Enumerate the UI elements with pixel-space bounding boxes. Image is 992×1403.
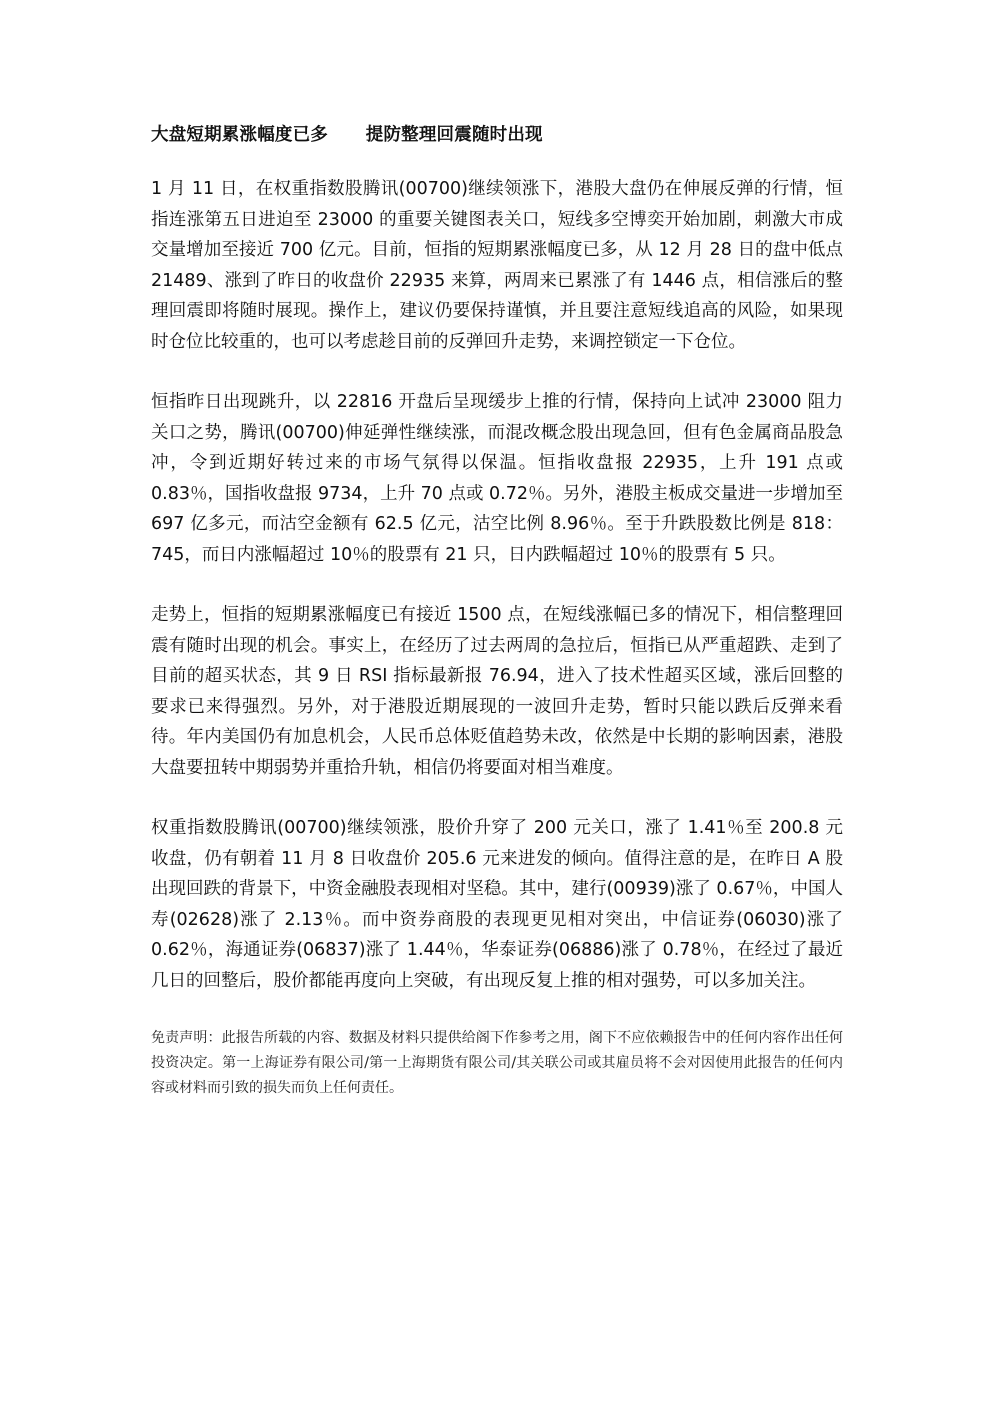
- paragraph-market-overview: 1 月 11 日，在权重指数股腾讯(00700)继续领涨下，港股大盘仍在伸展反弹的行情，恒指连涨第五日进迫至 23000 的重要关键图表关口，短线多空博奕开始加剧，刺激大市成交量增加至接近 700 亿元。目前，恒指的短期累涨幅度已多，从 12 月 28 日的盘中低点 21489、涨到了昨日的收盘价 22935 来算，两周来已累涨了有 1446 点，相信涨后的整理回震即将随时展现。操作上，建议仍要保持谨慎，并且要注意短线追高的风险，如果现时仓位比较重的，也可以考虑趁目前的反弹回升走势，来调控锁定一下仓位。: [151, 179, 843, 352]
- paragraph-daily-summary: 恒指昨日出现跳升，以 22816 开盘后呈现缓步上推的行情，保持向上试冲 23000 阻力关口之势，腾讯(00700)伸延弹性继续涨，而混改概念股出现急回，但有色金属商品股急冲，令到近期好转过来的市场气氛得以保温。恒指收盘报 22935，上升 191 点或 0.83％，国指收盘报 9734，上升 70 点或 0.72％。另外，港股主板成交量进一步增加至 697 亿多元，而沽空金额有 62.5 亿元，沽空比例 8.96％。至于升跌股数比例是 818：745，而日内涨幅超过 10％的股票有 21 只，日内跌幅超过 10％的股票有 5 只。: [151, 392, 843, 565]
- paragraph-trend-analysis: 走势上，恒指的短期累涨幅度已有接近 1500 点，在短线涨幅已多的情况下，相信整理回震有随时出现的机会。事实上，在经历了过去两周的急拉后，恒指已从严重超跌、走到了目前的超买状态，其 9 日 RSI 指标最新报 76.94，进入了技术性超买区域，涨后回整的要求已来得强烈。另外，对于港股近期展现的一波回升走势，暂时只能以跌后反弹来看待。年内美国仍有加息机会，人民币总体贬值趋势未改，依然是中长期的影响因素，港股大盘要扭转中期弱势并重拾升轨，相信仍将要面对相当难度。: [151, 605, 843, 778]
- paragraph-sector-stocks: 权重指数股腾讯(00700)继续领涨，股价升穿了 200 元关口，涨了 1.41％至 200.8 元收盘，仍有朝着 11 月 8 日收盘价 205.6 元来进发的倾向。值得注意的是，在昨日 A 股出现回跌的背景下，中资金融股表现相对坚稳。其中，建行(00939)涨了 0.67％，中国人寿(02628)涨了 2.13％。而中资券商股的表现更见相对突出，中信证券(06030)涨了 0.62％，海通证券(06837)涨了 1.44％，华泰证券(06886)涨了 0.78％，在经过了最近几日的回整后，股价都能再度向上突破，有出现反复上推的相对强势，可以多加关注。: [151, 818, 843, 991]
- disclaimer: 免责声明：此报告所载的内容、数据及材料只提供给阁下作参考之用，阁下不应依赖报告中的任何内容作出任何投资决定。第一上海证券有限公司/第一上海期货有限公司/其关联公司或其雇员将不会对因使用此报告的任何内容或材料而引致的损失而负上任何责任。: [151, 1030, 843, 1096]
- article-title: 大盘短期累涨幅度已多 提防整理回震随时出现: [151, 125, 543, 145]
- document-body: [151, 120, 843, 1101]
